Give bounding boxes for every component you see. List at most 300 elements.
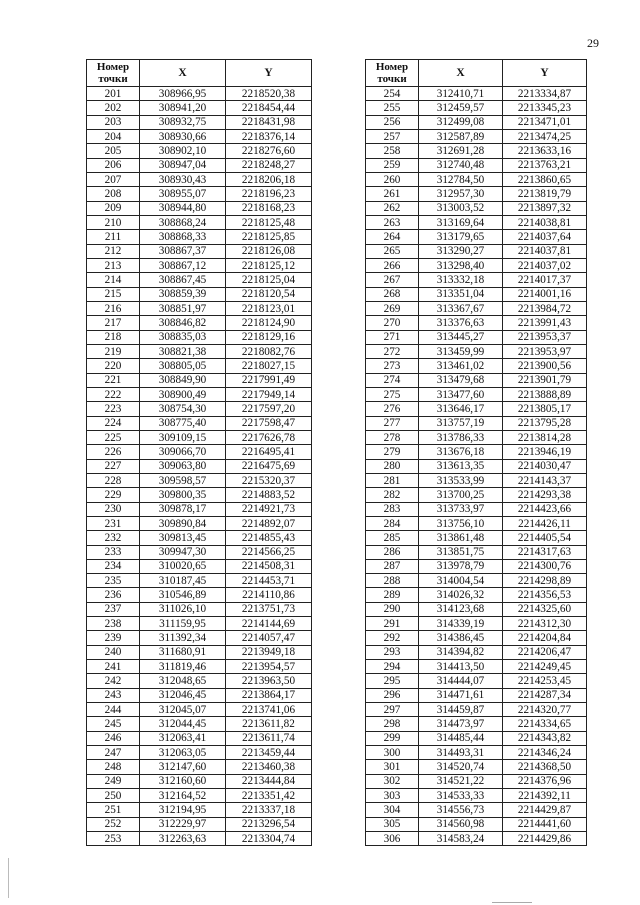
cell-x: 309878,17 <box>140 502 226 516</box>
table-row <box>87 359 312 373</box>
cell-x: 314493,31 <box>419 746 503 760</box>
header-point-number: Номер точки <box>87 60 140 87</box>
cell-y: 2216495,41 <box>226 445 312 459</box>
cell-x: 311026,10 <box>140 602 226 616</box>
cell-point-number: 302 <box>366 774 419 788</box>
cell-point-number: 271 <box>366 330 419 344</box>
cell-point-number: 275 <box>366 387 419 401</box>
cell-y: 2214343,82 <box>503 731 587 745</box>
table-row <box>366 129 587 143</box>
cell-point-number: 212 <box>87 244 140 258</box>
table-row <box>366 87 587 101</box>
cell-y: 2213949,18 <box>226 645 312 659</box>
cell-point-number: 274 <box>366 373 419 387</box>
cell-x: 312164,52 <box>140 789 226 803</box>
table-row <box>87 688 312 702</box>
cell-y: 2218126,08 <box>226 244 312 258</box>
table-row <box>366 674 587 688</box>
cell-y: 2213763,21 <box>503 158 587 172</box>
table-body-right <box>366 87 587 846</box>
cell-y: 2213953,37 <box>503 330 587 344</box>
table-row <box>366 359 587 373</box>
table-row <box>87 101 312 115</box>
cell-x: 309063,80 <box>140 459 226 473</box>
cell-point-number: 225 <box>87 430 140 444</box>
table-row <box>366 832 587 846</box>
table-row <box>366 230 587 244</box>
cell-x: 312147,60 <box>140 760 226 774</box>
cell-x: 312691,28 <box>419 144 503 158</box>
cell-x: 314394,82 <box>419 645 503 659</box>
cell-x: 312784,50 <box>419 172 503 186</box>
cell-y: 2214441,60 <box>503 817 587 831</box>
cell-x: 308867,12 <box>140 258 226 272</box>
cell-x: 308932,75 <box>140 115 226 129</box>
cell-y: 2218168,23 <box>226 201 312 215</box>
table-row <box>87 430 312 444</box>
table-row <box>87 817 312 831</box>
cell-x: 309598,57 <box>140 473 226 487</box>
cell-point-number: 250 <box>87 789 140 803</box>
cell-y: 2216475,69 <box>226 459 312 473</box>
cell-point-number: 291 <box>366 617 419 631</box>
cell-point-number: 223 <box>87 402 140 416</box>
cell-y: 2214320,77 <box>503 703 587 717</box>
cell-point-number: 203 <box>87 115 140 129</box>
cell-point-number: 221 <box>87 373 140 387</box>
cell-x: 309947,30 <box>140 545 226 559</box>
cell-y: 2218125,12 <box>226 258 312 272</box>
cell-x: 314560,98 <box>419 817 503 831</box>
cell-x: 308867,45 <box>140 273 226 287</box>
cell-x: 313461,02 <box>419 359 503 373</box>
cell-x: 312048,65 <box>140 674 226 688</box>
table-row <box>87 516 312 530</box>
table-row <box>366 316 587 330</box>
table-row <box>87 158 312 172</box>
cell-x: 312740,48 <box>419 158 503 172</box>
cell-point-number: 268 <box>366 287 419 301</box>
cell-point-number: 260 <box>366 172 419 186</box>
cell-x: 310187,45 <box>140 574 226 588</box>
cell-point-number: 285 <box>366 531 419 545</box>
cell-point-number: 215 <box>87 287 140 301</box>
cell-x: 308868,24 <box>140 215 226 229</box>
cell-point-number: 258 <box>366 144 419 158</box>
table-row <box>87 344 312 358</box>
cell-x: 314485,44 <box>419 731 503 745</box>
table-row <box>87 230 312 244</box>
cell-y: 2218129,16 <box>226 330 312 344</box>
cell-x: 308930,43 <box>140 172 226 186</box>
cell-y: 2218125,85 <box>226 230 312 244</box>
cell-y: 2218276,60 <box>226 144 312 158</box>
cell-y: 2218376,14 <box>226 129 312 143</box>
table-row <box>366 215 587 229</box>
cell-x: 311680,91 <box>140 645 226 659</box>
cell-point-number: 278 <box>366 430 419 444</box>
cell-y: 2213864,17 <box>226 688 312 702</box>
cell-point-number: 213 <box>87 258 140 272</box>
table-row <box>87 488 312 502</box>
cell-point-number: 259 <box>366 158 419 172</box>
cell-point-number: 240 <box>87 645 140 659</box>
table-row <box>87 201 312 215</box>
cell-x: 309890,84 <box>140 516 226 530</box>
cell-x: 309109,15 <box>140 430 226 444</box>
cell-point-number: 205 <box>87 144 140 158</box>
cell-point-number: 251 <box>87 803 140 817</box>
cell-point-number: 224 <box>87 416 140 430</box>
cell-x: 314521,22 <box>419 774 503 788</box>
table-row <box>87 287 312 301</box>
cell-x: 314026,32 <box>419 588 503 602</box>
cell-x: 314520,74 <box>419 760 503 774</box>
table-row <box>366 588 587 602</box>
cell-x: 312263,63 <box>140 832 226 846</box>
table-row <box>366 258 587 272</box>
table-row <box>87 416 312 430</box>
cell-y: 2214287,34 <box>503 688 587 702</box>
cell-y: 2218125,04 <box>226 273 312 287</box>
cell-y: 2218120,54 <box>226 287 312 301</box>
table-row <box>366 631 587 645</box>
cell-point-number: 296 <box>366 688 419 702</box>
cell-point-number: 272 <box>366 344 419 358</box>
cell-x: 313376,63 <box>419 316 503 330</box>
table-row <box>87 129 312 143</box>
cell-y: 2213611,82 <box>226 717 312 731</box>
cell-point-number: 242 <box>87 674 140 688</box>
cell-x: 312587,89 <box>419 129 503 143</box>
table-row <box>366 430 587 444</box>
table-row <box>366 660 587 674</box>
cell-x: 313179,65 <box>419 230 503 244</box>
cell-point-number: 283 <box>366 502 419 516</box>
table-row <box>87 459 312 473</box>
cell-point-number: 202 <box>87 101 140 115</box>
header-x: X <box>140 60 226 87</box>
cell-point-number: 257 <box>366 129 419 143</box>
cell-x: 314533,33 <box>419 789 503 803</box>
cell-point-number: 301 <box>366 760 419 774</box>
cell-y: 2218123,01 <box>226 301 312 315</box>
cell-point-number: 266 <box>366 258 419 272</box>
table-row <box>87 187 312 201</box>
cell-y: 2214017,37 <box>503 273 587 287</box>
cell-point-number: 287 <box>366 559 419 573</box>
cell-x: 314583,24 <box>419 832 503 846</box>
table-row <box>366 789 587 803</box>
table-row <box>87 645 312 659</box>
cell-x: 312044,45 <box>140 717 226 731</box>
header-point-number: Номер точки <box>366 60 419 87</box>
cell-y: 2214921,73 <box>226 502 312 516</box>
cell-y: 2215320,37 <box>226 473 312 487</box>
cell-x: 308900,49 <box>140 387 226 401</box>
table-row <box>366 301 587 315</box>
cell-point-number: 264 <box>366 230 419 244</box>
cell-x: 308930,66 <box>140 129 226 143</box>
table-row <box>366 473 587 487</box>
cell-point-number: 226 <box>87 445 140 459</box>
table-row <box>87 373 312 387</box>
cell-point-number: 244 <box>87 703 140 717</box>
cell-y: 2214317,63 <box>503 545 587 559</box>
cell-y: 2218124,90 <box>226 316 312 330</box>
cell-point-number: 222 <box>87 387 140 401</box>
cell-x: 312160,60 <box>140 774 226 788</box>
cell-point-number: 246 <box>87 731 140 745</box>
cell-x: 313533,99 <box>419 473 503 487</box>
cell-x: 312459,57 <box>419 101 503 115</box>
cell-x: 313459,99 <box>419 344 503 358</box>
table-row <box>87 301 312 315</box>
header-x: X <box>419 60 503 87</box>
cell-y: 2214892,07 <box>226 516 312 530</box>
cell-y: 2214429,87 <box>503 803 587 817</box>
cell-x: 313757,19 <box>419 416 503 430</box>
cell-x: 314459,87 <box>419 703 503 717</box>
cell-point-number: 239 <box>87 631 140 645</box>
table-row <box>87 803 312 817</box>
cell-x: 308859,39 <box>140 287 226 301</box>
cell-point-number: 254 <box>366 87 419 101</box>
cell-y: 2214346,24 <box>503 746 587 760</box>
cell-y: 2214249,45 <box>503 660 587 674</box>
table-row <box>366 774 587 788</box>
cell-point-number: 217 <box>87 316 140 330</box>
cell-y: 2218206,18 <box>226 172 312 186</box>
cell-x: 313613,35 <box>419 459 503 473</box>
cell-point-number: 249 <box>87 774 140 788</box>
cell-point-number: 273 <box>366 359 419 373</box>
cell-y: 2214334,65 <box>503 717 587 731</box>
table-row <box>87 588 312 602</box>
table-row <box>366 402 587 416</box>
coordinates-table-right <box>365 59 587 846</box>
cell-x: 308851,97 <box>140 301 226 315</box>
cell-x: 309800,35 <box>140 488 226 502</box>
table-row <box>87 545 312 559</box>
table-row <box>366 416 587 430</box>
cell-x: 313700,25 <box>419 488 503 502</box>
table-row <box>366 344 587 358</box>
table-row <box>366 330 587 344</box>
cell-y: 2214206,47 <box>503 645 587 659</box>
table-row <box>366 387 587 401</box>
table-row <box>87 774 312 788</box>
cell-point-number: 232 <box>87 531 140 545</box>
table-row <box>87 617 312 631</box>
cell-point-number: 265 <box>366 244 419 258</box>
cell-point-number: 277 <box>366 416 419 430</box>
cell-y: 2213633,16 <box>503 144 587 158</box>
cell-y: 2214253,45 <box>503 674 587 688</box>
cell-point-number: 211 <box>87 230 140 244</box>
cell-y: 2214376,96 <box>503 774 587 788</box>
cell-y: 2213460,38 <box>226 760 312 774</box>
cell-x: 313861,48 <box>419 531 503 545</box>
cell-y: 2214143,37 <box>503 473 587 487</box>
cell-point-number: 297 <box>366 703 419 717</box>
cell-point-number: 235 <box>87 574 140 588</box>
cell-y: 2214037,02 <box>503 258 587 272</box>
table-row <box>366 115 587 129</box>
cell-y: 2214293,38 <box>503 488 587 502</box>
cell-x: 313756,10 <box>419 516 503 530</box>
cell-point-number: 245 <box>87 717 140 731</box>
cell-y: 2217949,14 <box>226 387 312 401</box>
cell-x: 313477,60 <box>419 387 503 401</box>
cell-point-number: 300 <box>366 746 419 760</box>
cell-y: 2214110,86 <box>226 588 312 602</box>
table-row <box>87 387 312 401</box>
table-row <box>87 602 312 616</box>
cell-x: 313298,40 <box>419 258 503 272</box>
cell-x: 312063,05 <box>140 746 226 760</box>
table-row <box>87 402 312 416</box>
table-row <box>87 760 312 774</box>
page-number: 29 <box>587 36 599 50</box>
cell-point-number: 216 <box>87 301 140 315</box>
table-header-row <box>87 60 312 87</box>
table-row <box>366 703 587 717</box>
cell-y: 2214508,31 <box>226 559 312 573</box>
cell-y: 2213795,28 <box>503 416 587 430</box>
cell-point-number: 267 <box>366 273 419 287</box>
cell-point-number: 281 <box>366 473 419 487</box>
table-row <box>366 172 587 186</box>
cell-x: 308941,20 <box>140 101 226 115</box>
cell-point-number: 262 <box>366 201 419 215</box>
scan-artifact-line <box>8 858 9 898</box>
table-row <box>87 215 312 229</box>
cell-x: 314386,45 <box>419 631 503 645</box>
cell-x: 308966,95 <box>140 87 226 101</box>
table-row <box>366 746 587 760</box>
header-y: Y <box>503 60 587 87</box>
cell-x: 313479,68 <box>419 373 503 387</box>
cell-y: 2213471,01 <box>503 115 587 129</box>
cell-x: 311819,46 <box>140 660 226 674</box>
cell-y: 2218454,44 <box>226 101 312 115</box>
cell-x: 308947,04 <box>140 158 226 172</box>
cell-point-number: 237 <box>87 602 140 616</box>
cell-y: 2213954,57 <box>226 660 312 674</box>
cell-y: 2213897,32 <box>503 201 587 215</box>
cell-point-number: 231 <box>87 516 140 530</box>
cell-y: 2214144,69 <box>226 617 312 631</box>
cell-point-number: 255 <box>366 101 419 115</box>
cell-point-number: 295 <box>366 674 419 688</box>
cell-x: 312410,71 <box>419 87 503 101</box>
table-row <box>366 531 587 545</box>
cell-y: 2213611,74 <box>226 731 312 745</box>
cell-y: 2218196,23 <box>226 187 312 201</box>
cell-y: 2214566,25 <box>226 545 312 559</box>
cell-y: 2217991,49 <box>226 373 312 387</box>
cell-point-number: 238 <box>87 617 140 631</box>
cell-y: 2213444,84 <box>226 774 312 788</box>
cell-y: 2213984,72 <box>503 301 587 315</box>
table-row <box>366 459 587 473</box>
cell-point-number: 284 <box>366 516 419 530</box>
cell-x: 308835,03 <box>140 330 226 344</box>
cell-x: 308849,90 <box>140 373 226 387</box>
cell-point-number: 204 <box>87 129 140 143</box>
table-row <box>87 330 312 344</box>
cell-x: 310546,89 <box>140 588 226 602</box>
cell-y: 2218431,98 <box>226 115 312 129</box>
cell-y: 2214855,43 <box>226 531 312 545</box>
cell-x: 314413,50 <box>419 660 503 674</box>
cell-x: 309813,45 <box>140 531 226 545</box>
table-row <box>366 617 587 631</box>
table-row <box>366 201 587 215</box>
table-row <box>87 717 312 731</box>
cell-x: 312499,08 <box>419 115 503 129</box>
cell-y: 2213991,43 <box>503 316 587 330</box>
cell-point-number: 279 <box>366 445 419 459</box>
table-row <box>87 574 312 588</box>
cell-point-number: 236 <box>87 588 140 602</box>
table-row <box>87 731 312 745</box>
cell-x: 314339,19 <box>419 617 503 631</box>
cell-x: 308754,30 <box>140 402 226 416</box>
table-row <box>366 287 587 301</box>
table-row <box>366 273 587 287</box>
cell-y: 2214405,54 <box>503 531 587 545</box>
cell-point-number: 270 <box>366 316 419 330</box>
cell-y: 2213860,65 <box>503 172 587 186</box>
cell-x: 308944,80 <box>140 201 226 215</box>
cell-point-number: 286 <box>366 545 419 559</box>
cell-y: 2214037,64 <box>503 230 587 244</box>
table-row <box>366 602 587 616</box>
cell-point-number: 306 <box>366 832 419 846</box>
cell-point-number: 229 <box>87 488 140 502</box>
cell-y: 2213819,79 <box>503 187 587 201</box>
cell-x: 313978,79 <box>419 559 503 573</box>
cell-point-number: 228 <box>87 473 140 487</box>
table-row <box>366 445 587 459</box>
cell-y: 2213963,50 <box>226 674 312 688</box>
cell-point-number: 290 <box>366 602 419 616</box>
cell-y: 2213900,56 <box>503 359 587 373</box>
table-header-row <box>366 60 587 87</box>
cell-point-number: 269 <box>366 301 419 315</box>
cell-y: 2214038,81 <box>503 215 587 229</box>
cell-point-number: 208 <box>87 187 140 201</box>
cell-point-number: 207 <box>87 172 140 186</box>
cell-point-number: 209 <box>87 201 140 215</box>
cell-x: 312045,07 <box>140 703 226 717</box>
table-row <box>366 645 587 659</box>
cell-x: 312063,41 <box>140 731 226 745</box>
cell-y: 2217597,20 <box>226 402 312 416</box>
cell-x: 313676,18 <box>419 445 503 459</box>
cell-x: 314004,54 <box>419 574 503 588</box>
cell-y: 2214300,76 <box>503 559 587 573</box>
cell-point-number: 243 <box>87 688 140 702</box>
table-row <box>366 574 587 588</box>
table-row <box>366 101 587 115</box>
cell-y: 2213953,97 <box>503 344 587 358</box>
table-row <box>87 273 312 287</box>
cell-y: 2213337,18 <box>226 803 312 817</box>
cell-x: 312046,45 <box>140 688 226 702</box>
